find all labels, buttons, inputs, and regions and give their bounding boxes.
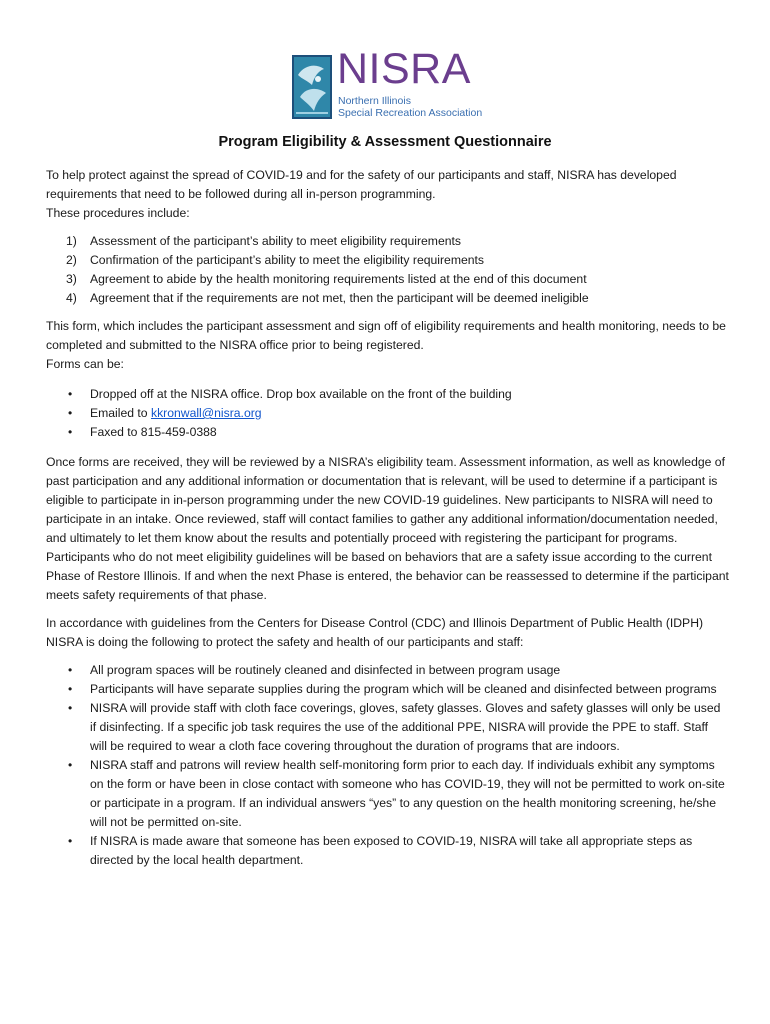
list-item: • Emailed to kkronwall@nisra.org <box>46 404 726 423</box>
logo-emblem-icon <box>292 55 332 119</box>
list-item: 4) Agreement that if the requirements are not met, then the participant will be deemed ineligible <box>66 291 589 305</box>
form-info-paragraph: This form, which includes the participant assessment and sign off of eligibility requirements and health monitoring, needs to be completed and submitted to the NISRA office prior to being registered. Forms can be: <box>46 319 726 371</box>
procedures-list <box>46 232 726 308</box>
intro-paragraph: To help protect against the spread of COVID-19 and for the safety of our participants and staff, NISRA has developed requirements that need to be followed during all in-person programming. These procedures include: <box>46 168 677 220</box>
list-item: • NISRA will provide staff with cloth face coverings, gloves, safety glasses. Gloves and safety glasses will only be used if disinfecting. If a specific job task requires the use of the additional PPE, NISRA will provide the PPE to staff. Staff will be required to wear a cloth face covering throughout the duration of programs that are indoors. <box>46 699 726 756</box>
safety-measures-list <box>46 661 726 870</box>
logo-subtitle: Northern Illinois Special Recreation Association <box>338 95 483 119</box>
page-title: Program Eligibility & Assessment Questionnaire <box>218 134 552 150</box>
list-item: • NISRA staff and patrons will review health self-monitoring form prior to each day. If individuals exhibit any symptoms on the form or have been in close contact with someone who has COVID-19, they will not be permitted to work on-site or participate in a program. If an individual answers “yes” to any question on the health monitoring screening, he/she will not be permitted on-site. <box>46 756 726 832</box>
nisra-logo <box>292 45 492 122</box>
list-item: 1) Assessment of the participant’s ability to meet eligibility requirements <box>66 234 461 248</box>
list-item: • Dropped off at the NISRA office. Drop box available on the front of the building <box>46 385 726 404</box>
review-paragraph: Once forms are received, they will be reviewed by a NISRA’s eligibility team. Assessment information, as well as knowledge of past participation and any additional information or documentation that is relevant, will be used to determine if a participant is eligible to participate in in-person programming under the new COVID-19 guidelines. New participants to NISRA will need to participate in an intake. Once reviewed, staff will contact families to gather any additional information/documentation needed, and ultimately to let them know about the results and potentially proceed with registering the participant for programs. Participants who do not meet eligibility guidelines will be based on behaviors that are a safety issue according to the current Phase of Restore Illinois. If and when the next Phase is entered, the behavior can be reassessed to determine if the participant meets safety requirements of that phase. <box>46 455 729 602</box>
list-item: 3) Agreement to abide by the health monitoring requirements listed at the end of this document <box>66 272 587 286</box>
guidelines-intro: In accordance with guidelines from the Centers for Disease Control (CDC) and Illinois Department of Public Health (IDPH) NISRA is doing the following to protect the safety and health of our participants and staff: <box>46 616 704 649</box>
list-item: • Faxed to 815-459-0388 <box>46 423 726 442</box>
list-item: • All program spaces will be routinely cleaned and disinfected in between program usage <box>46 661 726 680</box>
list-item: 2) Confirmation of the participant’s ability to meet the eligibility requirements <box>66 253 485 267</box>
submission-options-list <box>46 385 726 442</box>
list-item: • If NISRA is made aware that someone has been exposed to COVID-19, NISRA will take all appropriate steps as directed by the local health department. <box>46 832 726 870</box>
list-item: • Participants will have separate supplies during the program which will be cleaned and disinfected between programs <box>46 680 726 699</box>
logo-wordmark: NISRA <box>337 45 471 93</box>
email-link[interactable]: kkronwall@nisra.org <box>150 406 262 420</box>
